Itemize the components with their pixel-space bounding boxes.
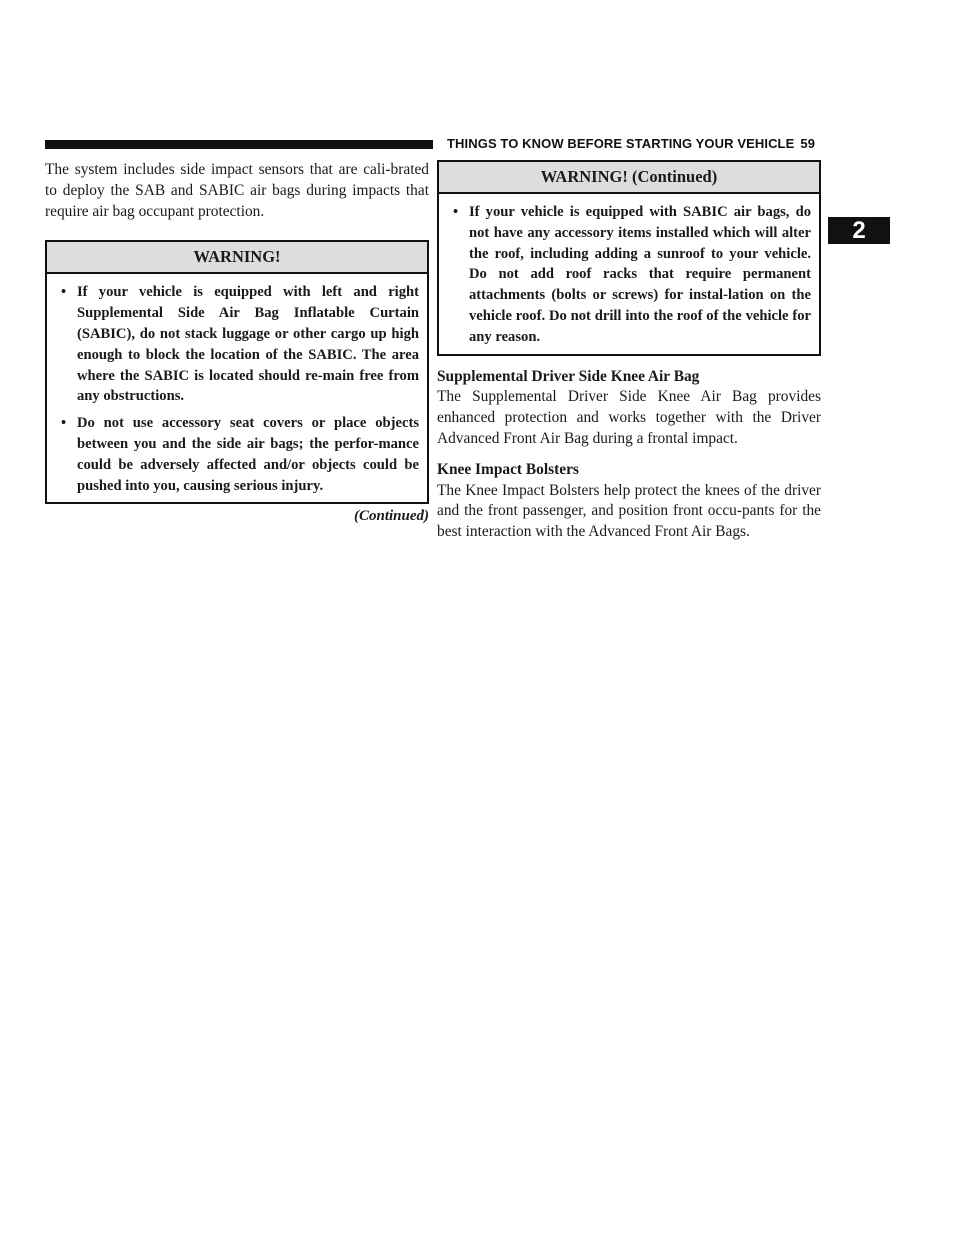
- running-header: [447, 136, 815, 151]
- bullet-icon: •: [453, 204, 459, 220]
- warning-item: • Do not use accessory seat covers or place objects between you and the side air bags; the perfor-mance could be adversely affected and/or objects could be pushed into you, causing serious injury.: [61, 415, 419, 494]
- warning-title: WARNING! (Continued): [439, 162, 819, 194]
- warning-list: [47, 274, 427, 502]
- warning-box-continued: [437, 160, 821, 356]
- warning-title: WARNING!: [47, 242, 427, 274]
- left-column: [45, 160, 429, 526]
- section-heading: Supplemental Driver Side Knee Air Bag: [437, 367, 700, 385]
- right-column: [437, 160, 821, 543]
- warning-list: [439, 194, 819, 354]
- bullet-icon: •: [61, 415, 67, 432]
- chapter-tab: 2: [828, 217, 890, 244]
- section-knee-air-bag: [437, 367, 821, 450]
- section-knee-bolsters: [437, 460, 821, 543]
- page-number: 59: [800, 136, 816, 151]
- warning-box: [45, 240, 429, 504]
- section-heading: Knee Impact Bolsters: [437, 460, 579, 478]
- section-body: The Knee Impact Bolsters help protect the knees of the driver and the front passenger, and position front occu-pants for the best interaction with the Advanced Front Air Bags.: [437, 481, 821, 541]
- header-rule: [45, 140, 433, 149]
- intro-paragraph: The system includes side impact sensors that are cali-brated to deploy the SAB and SABIC air bags during impacts that require air bag occupant protection.: [45, 161, 429, 220]
- bullet-icon: •: [61, 284, 67, 301]
- continued-note: (Continued): [353, 508, 429, 525]
- section-body: The Supplemental Driver Side Knee Air Bag provides enhanced protection and works together with the Driver Advanced Front Air Bag during a frontal impact.: [437, 388, 821, 447]
- warning-item: • If your vehicle is equipped with SABIC air bags, do not have any accessory items installed which will alter the roof, including adding a sunroof to your vehicle. Do not add roof racks that require permanent attachments (bolts or screws) for instal-lation on the vehicle roof. Do not drill into the roof of the vehicle for any reason.: [453, 204, 811, 345]
- header-title: THINGS TO KNOW BEFORE STARTING YOUR VEHICLE: [447, 136, 795, 151]
- warning-item: • If your vehicle is equipped with left and right Supplemental Side Air Bag Inflatable Curtain (SABIC), do not stack luggage or other cargo up high enough to block the location of the SABIC. The area where the SABIC is located should re-main free from any obstructions.: [61, 284, 419, 405]
